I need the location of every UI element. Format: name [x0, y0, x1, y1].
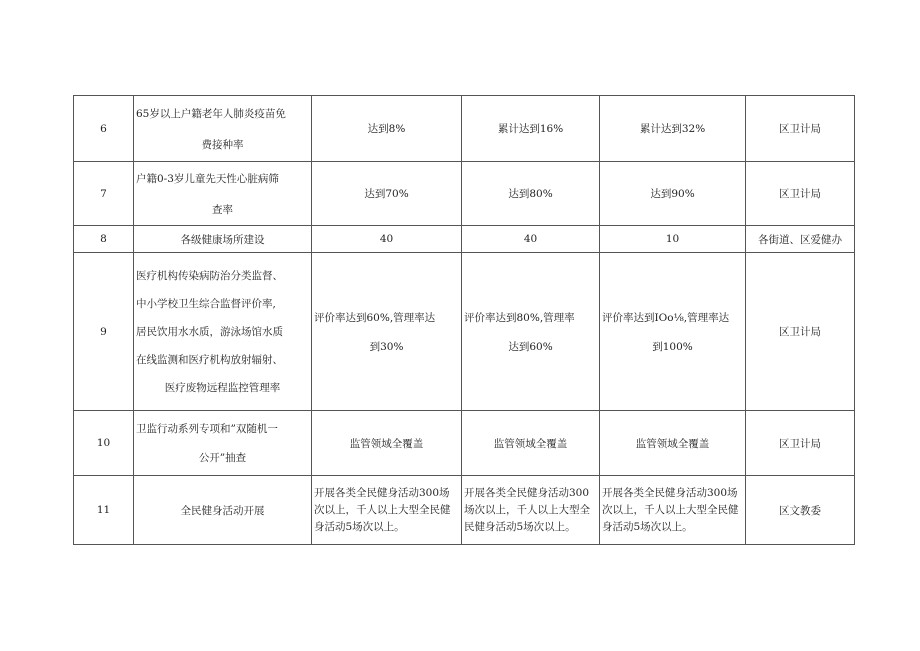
target-cell: 达到80%: [462, 162, 600, 226]
row-number: 10: [74, 411, 134, 476]
target-cell: [312, 476, 462, 545]
target-line: 到100%: [652, 340, 693, 353]
target-cell: 累计达到16%: [462, 96, 600, 162]
target-text: 开展各类全民健身活动300场次以上，千人以上大型全民健身活动5场次以上。: [602, 486, 739, 533]
item-cell: [134, 162, 312, 226]
target-cell: 达到90%: [600, 162, 746, 226]
target-text: 开展各类全民健身活动300场次以上，千人以上大型全民健身活动5场次以上。: [314, 486, 451, 533]
department-cell: 区卫计局: [746, 411, 855, 476]
target-text: 开展各类全民健身活动300场次以上，千人以上大型全民健身活动5场次以上。: [464, 486, 590, 533]
row-number: 7: [74, 162, 134, 226]
target-cell: 达到70%: [312, 162, 462, 226]
row-number: 9: [74, 253, 134, 411]
target-cell: [462, 253, 600, 411]
target-line: 评价率达到80%,管理率: [464, 311, 575, 324]
item-line: 公开”抽查: [198, 452, 247, 464]
target-line: 达到60%: [508, 340, 553, 353]
target-cell: 监管领域全覆盖: [600, 411, 746, 476]
row-number: 6: [74, 96, 134, 162]
target-cell: 40: [312, 226, 462, 253]
item-line: 医疗废物远程监控管理率: [164, 381, 281, 394]
target-line: 评价率达到60%,管理率达: [314, 311, 436, 324]
item-line: 居民饮用水水质，游泳场馆水质: [136, 325, 283, 338]
target-line: 评价率达到IOo⅛,管理率达: [602, 311, 730, 324]
item-line: 医疗机构传染病防治分类监督、: [136, 269, 283, 282]
target-cell: 40: [462, 226, 600, 253]
department-cell: 各街道、区爱健办: [746, 226, 855, 253]
table-row: [74, 96, 855, 162]
item-line: 户籍0-3岁儿童先天性心脏病筛: [136, 172, 279, 185]
department-cell: 区卫计局: [746, 253, 855, 411]
item-line: 在线监测和医疗机构放射辐射、: [136, 353, 283, 366]
table-row: [74, 411, 855, 476]
table-row: [74, 253, 855, 411]
row-number: 8: [74, 226, 134, 253]
item-line: 费接种率: [201, 138, 244, 151]
target-cell: 监管领域全覆盖: [312, 411, 462, 476]
target-cell: [312, 253, 462, 411]
row-number: 11: [74, 476, 134, 545]
target-line: 到30%: [369, 340, 404, 353]
item-line: 65岁以上户籍老年人肺炎疫苗免: [136, 107, 286, 120]
target-cell: [600, 253, 746, 411]
item-cell: 各级健康场所建设: [134, 226, 312, 253]
target-cell: 10: [600, 226, 746, 253]
table-row: [74, 162, 855, 226]
item-cell: [134, 253, 312, 411]
table-row: [74, 476, 855, 545]
indicator-table: [73, 95, 855, 545]
item-cell: [134, 411, 312, 476]
item-cell: 全民健身活动开展: [134, 476, 312, 545]
item-line: 卫监行动系列专项和”双随机一: [136, 423, 278, 435]
item-cell: [134, 96, 312, 162]
target-cell: [462, 476, 600, 545]
target-cell: 累计达到32%: [600, 96, 746, 162]
table-row: [74, 226, 855, 253]
department-cell: 区卫计局: [746, 96, 855, 162]
target-cell: [600, 476, 746, 545]
department-cell: 区文教委: [746, 476, 855, 545]
target-cell: 达到8%: [312, 96, 462, 162]
item-line: 中小学校卫生综合监督评价率,: [136, 297, 276, 310]
department-cell: 区卫计局: [746, 162, 855, 226]
target-cell: 监管领域全覆盖: [462, 411, 600, 476]
item-line: 查率: [212, 203, 233, 216]
